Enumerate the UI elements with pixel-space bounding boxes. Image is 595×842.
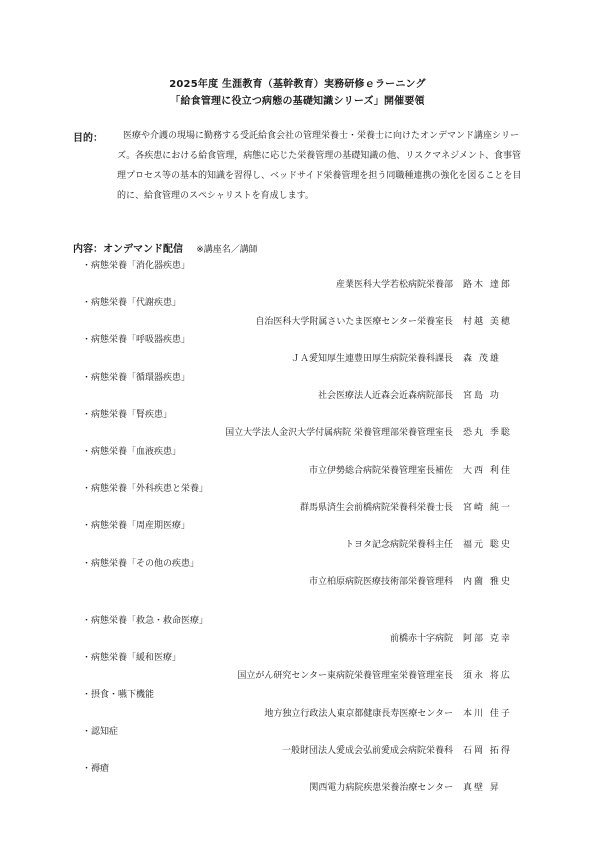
lecturer-name: 福元 聡史 bbox=[463, 539, 512, 550]
lecturer-affiliation: ＪＡ愛知厚生連豊田厚生病院栄養科課長 bbox=[290, 353, 453, 364]
lecturer-affiliation: 一般財団法人愛成会弘前愛成会病院栄養科 bbox=[281, 745, 453, 756]
purpose-text: 医療や介護の現場に勤務する受託給食会社の管理栄養士・栄養士に向けたオンデマンド講座シリーズ。各疾患における給食管理，病態に応じた栄養管理の基礎知識の他、リスクマネジメント、食事管理プロセス等の基本的知識を習得し、ベッドサイド栄養管理を担う同職種連携の強化を図ることを目的に、給食管理のスペシャリストを育成します。 bbox=[117, 131, 522, 201]
lecturer-row bbox=[0, 276, 595, 295]
lecturer-row bbox=[0, 462, 595, 481]
course-topic: ・病態栄養「呼吸器疾患」 bbox=[82, 335, 191, 346]
course-topic: ・病態栄養「その他の疾患」 bbox=[82, 558, 200, 569]
course-topic: ・病態栄養「救急・救命医療」 bbox=[82, 615, 209, 626]
lecturer-row bbox=[0, 424, 595, 443]
lecturer-name: 大西 利佳 bbox=[463, 465, 512, 476]
lecturer-name: 内薗 雅史 bbox=[463, 577, 512, 588]
course-topic: ・病態栄養「腎疾患」 bbox=[82, 409, 173, 420]
lecturer-name: 真壁 昇 bbox=[463, 783, 501, 794]
course-topic: ・病態栄養「周産期医療」 bbox=[82, 521, 191, 532]
course-topic: ・摂食・嚥下機能 bbox=[82, 690, 155, 701]
lecturer-affiliation: 関西電力病院疾患栄養治療センター bbox=[309, 783, 453, 794]
course-topic: ・病態栄養「外科疾患と栄養」 bbox=[82, 484, 209, 495]
lecturer-row bbox=[0, 536, 595, 555]
lecturer-affiliation: 自治医科大学附属さいたま医療センター栄養室長 bbox=[255, 316, 453, 327]
lecturer-row bbox=[0, 313, 595, 332]
lecturer-affiliation: 国立がん研究センター東病院栄養管理室栄養管理室長 bbox=[237, 671, 453, 682]
course-topic: ・褥瘡 bbox=[82, 764, 110, 775]
course-topic: ・病態栄養「代謝疾患」 bbox=[82, 298, 182, 309]
course-topic: ・病態栄養「緩和医療」 bbox=[82, 652, 182, 663]
lecturer-affiliation: 国立大学法人金沢大学付属病院 栄養管理部栄養管理室長 bbox=[225, 428, 453, 439]
document-title-line1: 2025年度 生涯教育（基幹教育）実務研修ｅラーニング bbox=[169, 79, 426, 90]
lecturer-name: 石岡 拓得 bbox=[463, 745, 512, 756]
lecturer-name: 村越 美穂 bbox=[463, 316, 512, 327]
lecturer-affiliation: 前橋赤十字病院 bbox=[389, 634, 453, 645]
lecturer-row bbox=[0, 667, 595, 686]
lecturer-row bbox=[0, 742, 595, 761]
lecturer-name: 路木 達郎 bbox=[463, 279, 512, 290]
lecturer-name: 宮崎 純一 bbox=[463, 502, 512, 513]
lecturer-row bbox=[0, 705, 595, 724]
lecturer-row bbox=[0, 630, 595, 649]
lecturer-name: 恐丸 季聡 bbox=[463, 428, 512, 439]
lecturer-name: 阿部 克幸 bbox=[463, 634, 512, 645]
lecturer-row bbox=[0, 387, 595, 406]
lecturer-row bbox=[0, 573, 595, 592]
course-list bbox=[0, 257, 595, 798]
lecturer-affiliation: 地方独立行政法人東京都健康長寿医療センター bbox=[264, 708, 453, 719]
lecturer-name: 須永 将広 bbox=[463, 671, 512, 682]
content-heading bbox=[73, 240, 258, 255]
lecturer-affiliation: 市立柏原病院医療技術部栄養管理科 bbox=[308, 577, 453, 588]
purpose-label: 目的： bbox=[73, 133, 103, 144]
document-title-line2: 「給食管理に役立つ病態の基礎知識シリーズ」開催要領 bbox=[170, 96, 425, 107]
group-spacer bbox=[0, 592, 595, 612]
lecturer-affiliation: 群馬県済生会前橋病院栄養科栄養士長 bbox=[299, 502, 453, 513]
content-heading-note: ※講座名／講師 bbox=[196, 245, 258, 255]
lecturer-name: 宮島 功 bbox=[463, 391, 501, 402]
course-topic: ・認知症 bbox=[82, 727, 119, 738]
lecturer-name: 森 茂雄 bbox=[463, 353, 501, 364]
lecturer-affiliation: 社会医療法人近森会近森病院部長 bbox=[317, 391, 453, 402]
course-topic: ・病態栄養「血液疾患」 bbox=[82, 446, 182, 457]
content-heading-label: 内容：オンデマンド配信 bbox=[73, 244, 183, 255]
course-topic: ・病態栄養「循環器疾患」 bbox=[82, 372, 191, 383]
lecturer-row bbox=[0, 350, 595, 369]
lecturer-name: 本川 佳子 bbox=[463, 708, 512, 719]
lecturer-affiliation: 市立伊勢総合病院栄養管理室長補佐 bbox=[308, 465, 453, 476]
lecturer-affiliation: 産業医科大学若松病院栄養部 bbox=[335, 279, 453, 290]
lecturer-affiliation: トヨタ記念病院栄養科主任 bbox=[344, 539, 453, 550]
lecturer-row bbox=[0, 779, 595, 798]
lecturer-row bbox=[0, 499, 595, 518]
course-topic: ・病態栄養「消化器疾患」 bbox=[82, 261, 191, 271]
